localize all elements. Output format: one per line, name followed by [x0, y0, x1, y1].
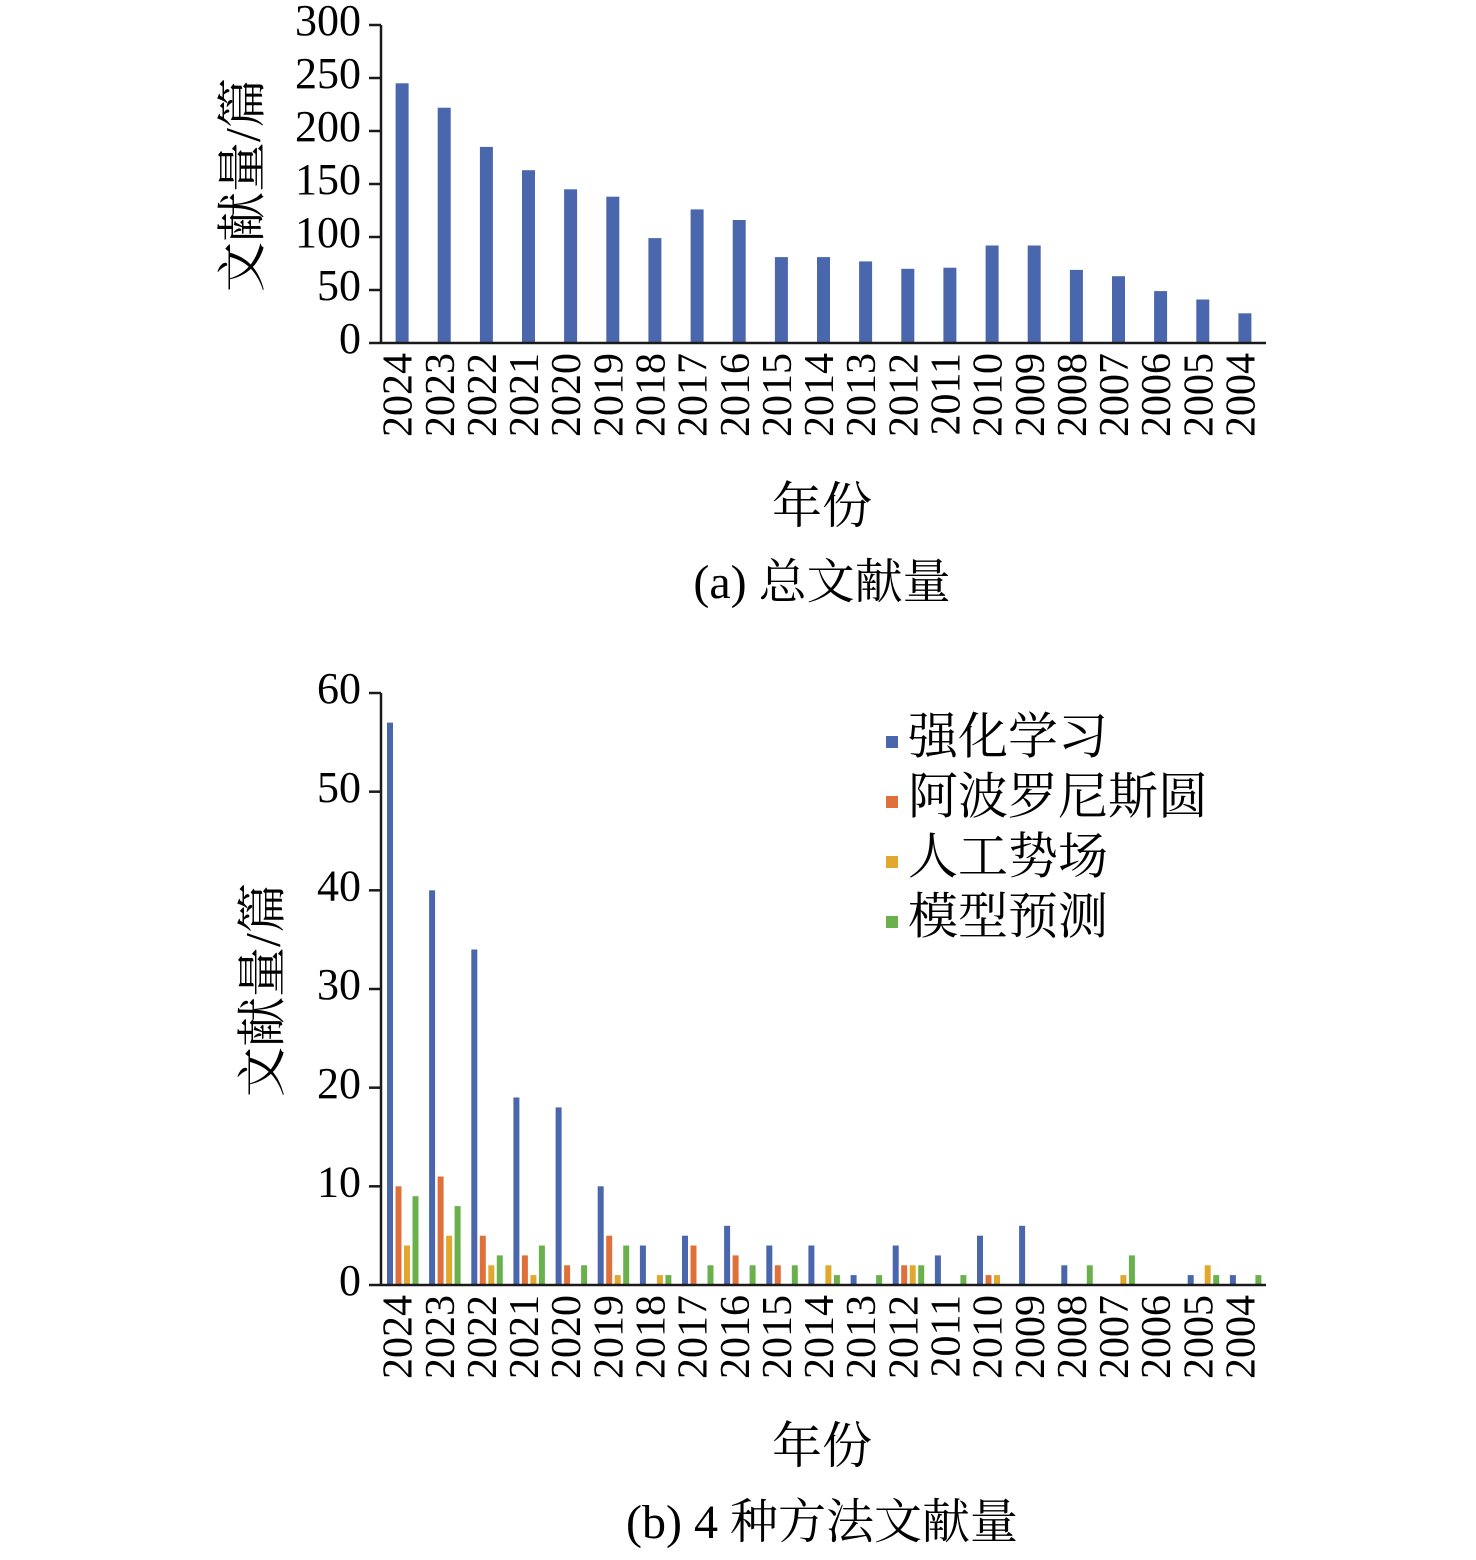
x-tick-label: 2019 [586, 1295, 633, 1379]
x-tick-label: 2008 [1050, 353, 1097, 437]
x-tick-label: 2007 [1092, 1295, 1139, 1379]
bar-total-2006 [1154, 291, 1167, 343]
bar-s2-2014 [825, 1265, 831, 1285]
bar-s0-2022 [471, 950, 477, 1286]
bar-total-2015 [775, 257, 788, 343]
bar-s0-2009 [1019, 1226, 1025, 1285]
y-tick-label: 0 [339, 1256, 361, 1306]
bar-s0-2016 [724, 1226, 730, 1285]
bar-s2-2024 [404, 1246, 410, 1286]
bar-s0-2005 [1188, 1275, 1194, 1285]
x-tick-label: 2020 [544, 353, 591, 437]
bar-total-2010 [986, 246, 999, 344]
bar-s3-2007 [1129, 1255, 1135, 1285]
bar-total-2007 [1112, 276, 1125, 343]
x-tick-label: 2020 [544, 1295, 591, 1379]
x-tick-label: 2013 [839, 353, 886, 437]
bar-s3-2013 [876, 1275, 882, 1285]
chart-a-bars [396, 83, 1252, 343]
bar-total-2022 [480, 147, 493, 343]
bar-s3-2023 [455, 1206, 461, 1285]
legend-label-0: 强化学习 [908, 708, 1108, 765]
legend-label-2: 人工势场 [908, 828, 1108, 885]
x-tick-label: 2006 [1134, 1295, 1181, 1379]
x-tick-label: 2004 [1218, 353, 1265, 437]
x-tick-label: 2016 [712, 353, 759, 437]
bar-s1-2012 [901, 1265, 907, 1285]
bar-s3-2018 [665, 1275, 671, 1285]
bar-s1-2019 [606, 1236, 612, 1285]
y-tick-label: 250 [295, 49, 361, 99]
x-tick-label: 2012 [881, 1295, 928, 1379]
bar-total-2019 [606, 197, 619, 343]
bar-s0-2011 [935, 1255, 941, 1285]
y-tick-label: 40 [317, 861, 361, 911]
bar-total-2009 [1028, 246, 1041, 344]
x-tick-label: 2022 [460, 353, 507, 437]
bar-s1-2010 [986, 1275, 992, 1285]
x-tick-label: 2018 [628, 1295, 675, 1379]
bar-s1-2016 [733, 1255, 739, 1285]
bar-s0-2019 [598, 1186, 604, 1285]
x-tick-label: 2004 [1218, 1295, 1265, 1379]
bar-s2-2005 [1205, 1265, 1211, 1285]
bar-s0-2015 [766, 1246, 772, 1286]
x-tick-label: 2011 [923, 353, 970, 436]
x-tick-label: 2017 [670, 1295, 717, 1379]
bar-s1-2017 [691, 1246, 697, 1286]
bar-total-2018 [648, 238, 661, 343]
bar-s3-2014 [834, 1275, 840, 1285]
bar-s2-2010 [994, 1275, 1000, 1285]
x-tick-label: 2010 [965, 353, 1012, 437]
chart-b-caption: (b) 4 种方法文献量 [626, 1496, 1018, 1549]
x-tick-label: 2023 [417, 353, 464, 437]
x-tick-label: 2014 [797, 1295, 844, 1379]
bar-s0-2017 [682, 1236, 688, 1285]
bar-total-2013 [859, 261, 872, 343]
y-tick-label: 300 [295, 0, 361, 46]
x-tick-label: 2009 [1007, 1295, 1054, 1379]
bar-total-2011 [943, 268, 956, 343]
bar-s1-2022 [480, 1236, 486, 1285]
x-tick-label: 2018 [628, 353, 675, 437]
bar-s1-2024 [396, 1186, 402, 1285]
chart-method-literature [0, 640, 1476, 1560]
x-tick-label: 2015 [755, 1295, 802, 1379]
y-tick-label: 200 [295, 102, 361, 152]
x-tick-label: 2024 [375, 1295, 422, 1379]
bar-s3-2022 [497, 1255, 503, 1285]
bar-total-2021 [522, 170, 535, 343]
chart-b-ylabel: 文献量/篇 [234, 883, 291, 1097]
x-tick-label: 2021 [502, 1295, 549, 1379]
bar-s1-2020 [564, 1265, 570, 1285]
x-tick-label: 2016 [712, 1295, 759, 1379]
legend-swatch-3 [886, 916, 898, 928]
x-tick-label: 2017 [670, 353, 717, 437]
bar-s0-2024 [387, 723, 393, 1285]
bar-total-2014 [817, 257, 830, 343]
legend-swatch-1 [886, 796, 898, 808]
chart-b-legend [886, 708, 1208, 944]
y-tick-label: 50 [317, 762, 361, 812]
bar-total-2017 [691, 209, 704, 343]
x-tick-label: 2006 [1134, 353, 1181, 437]
bar-s1-2021 [522, 1255, 528, 1285]
x-tick-label: 2012 [881, 353, 928, 437]
bar-s3-2017 [708, 1265, 714, 1285]
x-tick-label: 2009 [1007, 353, 1054, 437]
bar-s1-2023 [438, 1177, 444, 1286]
x-tick-label: 2024 [375, 353, 422, 437]
bar-total-2023 [438, 108, 451, 343]
x-tick-label: 2010 [965, 1295, 1012, 1379]
bar-s0-2014 [808, 1246, 814, 1286]
bar-s3-2021 [539, 1246, 545, 1286]
bar-s2-2007 [1120, 1275, 1126, 1285]
legend-label-1: 阿波罗尼斯圆 [908, 768, 1208, 825]
bar-s0-2012 [893, 1246, 899, 1286]
bar-total-2004 [1238, 313, 1251, 343]
x-tick-label: 2011 [923, 1295, 970, 1378]
y-tick-label: 20 [317, 1058, 361, 1108]
y-tick-label: 50 [317, 261, 361, 311]
legend-swatch-2 [886, 856, 898, 868]
x-tick-label: 2008 [1050, 1295, 1097, 1379]
bar-s1-2015 [775, 1265, 781, 1285]
bar-s0-2021 [513, 1098, 519, 1286]
legend-swatch-0 [886, 736, 898, 748]
bar-s2-2018 [657, 1275, 663, 1285]
bar-s3-2005 [1213, 1275, 1219, 1285]
chart-a-ylabel: 文献量/篇 [214, 78, 271, 292]
bar-total-2008 [1070, 270, 1083, 343]
bar-s2-2023 [446, 1236, 452, 1285]
bar-s0-2018 [640, 1246, 646, 1286]
y-tick-label: 150 [295, 155, 361, 205]
x-tick-label: 2014 [797, 353, 844, 437]
chart-total-literature [0, 0, 1476, 640]
bar-s0-2010 [977, 1236, 983, 1285]
bar-s2-2019 [615, 1275, 621, 1285]
chart-b-xlabel: 年份 [772, 1418, 872, 1474]
y-tick-label: 30 [317, 960, 361, 1010]
legend-label-3: 模型预测 [908, 888, 1108, 945]
x-tick-label: 2021 [502, 353, 549, 437]
bar-s0-2004 [1230, 1275, 1236, 1285]
y-tick-label: 10 [317, 1157, 361, 1207]
bar-s3-2020 [581, 1265, 587, 1285]
bar-total-2024 [396, 83, 409, 343]
bar-s2-2021 [530, 1275, 536, 1285]
bar-s0-2008 [1061, 1265, 1067, 1285]
bar-s0-2020 [556, 1107, 562, 1285]
y-tick-label: 0 [339, 314, 361, 364]
x-tick-label: 2007 [1092, 353, 1139, 437]
x-tick-label: 2005 [1176, 353, 1223, 437]
x-tick-label: 2015 [755, 353, 802, 437]
bar-total-2012 [901, 269, 914, 343]
y-tick-label: 60 [317, 664, 361, 714]
chart-a-caption: (a) 总文献量 [693, 556, 951, 609]
bar-total-2016 [733, 220, 746, 343]
bar-s3-2008 [1087, 1265, 1093, 1285]
bar-s2-2012 [910, 1265, 916, 1285]
bar-s0-2023 [429, 890, 435, 1285]
bar-total-2020 [564, 189, 577, 343]
x-tick-label: 2019 [586, 353, 633, 437]
bar-s3-2019 [623, 1246, 629, 1286]
bar-s3-2012 [918, 1265, 924, 1285]
chart-a-xlabel: 年份 [772, 478, 872, 534]
x-tick-label: 2023 [417, 1295, 464, 1379]
bar-s3-2016 [750, 1265, 756, 1285]
bar-s3-2011 [960, 1275, 966, 1285]
bar-s3-2015 [792, 1265, 798, 1285]
x-tick-label: 2022 [460, 1295, 507, 1379]
bar-s0-2013 [851, 1275, 857, 1285]
bar-s3-2024 [413, 1196, 419, 1285]
x-tick-label: 2005 [1176, 1295, 1223, 1379]
bar-total-2005 [1196, 300, 1209, 344]
bar-s3-2004 [1255, 1275, 1261, 1285]
bar-s2-2022 [488, 1265, 494, 1285]
x-tick-label: 2013 [839, 1295, 886, 1379]
y-tick-label: 100 [295, 208, 361, 258]
